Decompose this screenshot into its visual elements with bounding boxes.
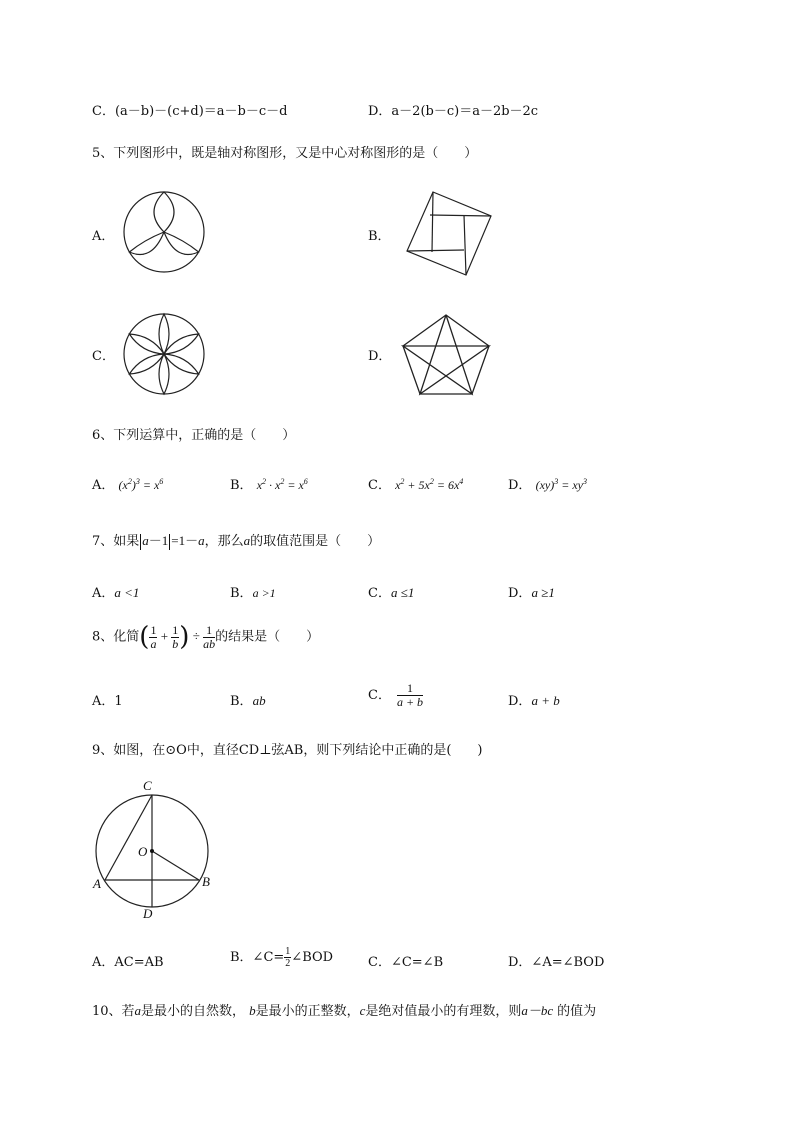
q7-option-a: A．a <1 [92, 585, 140, 601]
q4-option-d: D．a－2(b－c)＝a－2b－2c [368, 104, 539, 119]
q5-label-d: D． [368, 349, 392, 364]
q5-figure-d [400, 312, 492, 396]
q8-option-d: D．a + b [508, 693, 560, 709]
q8-option-a: A．1 [92, 694, 123, 709]
q5-figure-c [122, 312, 206, 396]
q9-label-a: A [93, 876, 101, 891]
q9-stem: 9、如图，在⊙O中，直径CD⊥弦AB，则下列结论中正确的是( ) [92, 743, 483, 758]
q9-label-o: O [138, 844, 148, 859]
q5-label-a: A． [92, 229, 115, 244]
q5-figure-a [122, 190, 206, 274]
q7-option-c: C．a ≤1 [368, 585, 415, 601]
q7-stem: 7、如果 a－1 =1－a，那么a的取值范围是（ ） [92, 533, 381, 549]
q6-stem: 6、下列运算中，正确的是（ ） [92, 428, 296, 443]
q9-option-a: A．AC=AB [92, 955, 164, 970]
q7-option-d: D．a ≥1 [508, 585, 555, 601]
q9-label-b: B [202, 874, 210, 889]
q6-option-d: D． $(xy)^3 = xy^3$ [508, 477, 587, 493]
q9-label-c: C [143, 778, 152, 793]
q4-option-c: C．(a－b)－(c+d)＝a－b－c－d [92, 104, 288, 119]
q10-stem: 10、若a是最小的自然数， b是最小的正整数，c是绝对值最小的有理数，则a－bc 的值为 [92, 1003, 597, 1019]
q5-figure-b [402, 188, 494, 280]
q9-option-b: B．∠C= $\frac{1}{2}$ ∠BOD [230, 946, 334, 969]
q9-option-d: D．∠A=∠BOD [508, 955, 605, 970]
q9-option-c: C．∠C=∠B [368, 955, 444, 970]
q6-option-a: A． $(x^2)^3 = x^6$ [92, 477, 164, 493]
q5-label-c: C． [92, 349, 115, 364]
q6-option-c: C． $x^2 + 5x^2 = 6x^4$ [368, 477, 464, 493]
q5-label-b: B． [368, 229, 391, 244]
q9-figure-circle [88, 774, 220, 922]
q7-option-b: B．a >1 [230, 586, 276, 601]
q5-stem: 5、下列图形中，既是轴对称图形，又是中心对称图形的是（ ） [92, 146, 478, 161]
q9-label-d: D [143, 906, 153, 921]
q8-option-c: C． $\frac{1}{a + b}$ [368, 681, 424, 709]
q8-stem: 8、化简( $\frac{1}{a}$ + $\frac{1}{b}$ ) ÷ $\frac{1}{ab}$ 的结果是（ ） [92, 622, 320, 652]
q6-option-b: B． $x^2 \cdot x^2 = x^6$ [230, 477, 308, 493]
q8-option-b: B．ab [230, 693, 266, 709]
